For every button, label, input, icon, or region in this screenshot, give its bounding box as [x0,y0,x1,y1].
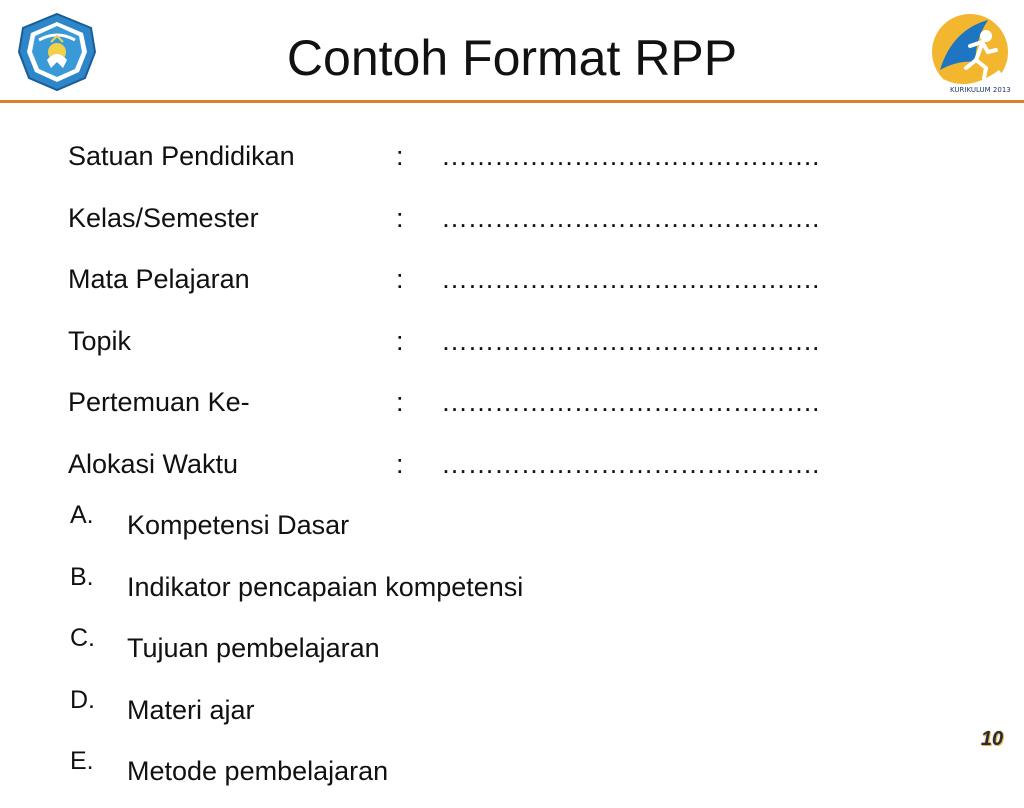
list-item [70,685,970,747]
field-label: Satuan Pendidikan [68,141,295,171]
identity-fields [68,136,968,505]
field-label: Pertemuan Ke- [68,387,250,417]
field-colon: : [396,325,404,356]
logo-caption: KURIKULUM 2013 [950,86,1011,94]
field-row [68,259,968,321]
list-marker: C. [70,624,95,652]
list-marker: D. [70,685,95,714]
field-value: ……………………………………. [441,264,820,294]
field-colon: : [396,448,404,479]
kurikulum-2013-icon [930,12,1010,96]
field-label: Topik [68,325,132,356]
slide-title: Contoh Format RPP [286,30,738,86]
field-value: ……………………………………. [441,325,820,356]
field-label: Alokasi Waktu [68,448,239,479]
field-value: ……………………………………. [441,141,820,171]
list-item [70,746,970,808]
field-colon: : [396,141,404,171]
field-colon: : [396,264,404,294]
field-row [68,198,968,260]
field-value: ……………………………………. [441,202,820,233]
list-item [70,562,970,624]
field-colon: : [396,202,404,233]
field-row [68,321,968,383]
list-item [70,500,970,562]
field-value: ……………………………………. [441,387,820,417]
title-divider [0,100,1024,103]
list-item-text: Indikator pencapaian kompetensi [127,571,524,602]
list-item [70,623,970,685]
field-colon: : [396,387,404,417]
field-label: Kelas/Semester [68,202,259,233]
section-list [70,500,970,808]
field-value: ……………………………………. [441,448,820,479]
list-marker: E. [70,747,94,775]
list-item-text: Kompetensi Dasar [127,510,350,540]
field-label: Mata Pelajaran [68,264,250,294]
field-row [68,136,968,198]
list-item-text: Materi ajar [127,694,255,725]
list-item-text: Metode pembelajaran [127,756,389,786]
list-marker: A. [70,501,94,529]
field-row [68,444,968,506]
page-number: 10 [980,728,1004,750]
list-marker: B. [70,562,94,591]
list-item-text: Tujuan pembelajaran [127,633,380,663]
field-row [68,382,968,444]
